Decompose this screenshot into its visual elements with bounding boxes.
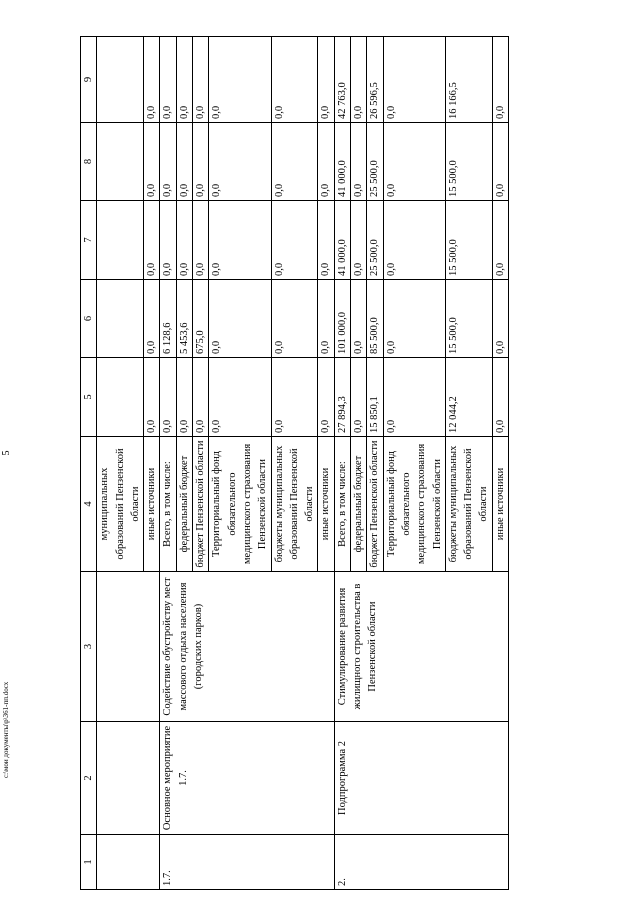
- page-number: 5: [1, 450, 12, 456]
- funding-source-cell: бюджеты муниципальных образований Пензенской области: [271, 437, 318, 572]
- value-cell: [97, 280, 144, 358]
- table-row: [334, 37, 350, 890]
- value-cell: [97, 201, 144, 280]
- value-cell: 0,0: [209, 280, 271, 358]
- row-number-cell: [97, 835, 160, 890]
- value-cell: 27 894,3: [334, 358, 350, 437]
- value-cell: 5 453,6: [176, 280, 192, 358]
- value-cell: 0,0: [351, 123, 367, 201]
- value-cell: 0,0: [193, 123, 209, 201]
- funding-source-cell: иные источники: [492, 437, 508, 572]
- row-title-cell: Стимулирование развития жилищного строительства в Пензенской области: [334, 572, 508, 722]
- row-name-cell: Подпрограмма 2: [334, 722, 508, 835]
- column-header: 6: [81, 280, 97, 358]
- value-cell: 25 500,0: [367, 123, 383, 201]
- column-header: 5: [81, 358, 97, 437]
- value-cell: 0,0: [209, 37, 271, 123]
- value-cell: 16 166,5: [445, 37, 492, 123]
- value-cell: 41 000,0: [334, 201, 350, 280]
- value-cell: 42 763,0: [334, 37, 350, 123]
- value-cell: 0,0: [160, 37, 176, 123]
- table-row: [160, 37, 176, 890]
- value-cell: 12 044,2: [445, 358, 492, 437]
- table-row: [97, 37, 144, 890]
- column-header: 8: [81, 123, 97, 201]
- funding-source-cell: бюджет Пензенской области: [193, 437, 209, 572]
- column-header: 1: [81, 835, 97, 890]
- funding-source-cell: иные источники: [318, 437, 334, 572]
- row-title-cell: [97, 572, 160, 722]
- value-cell: [97, 358, 144, 437]
- value-cell: 0,0: [318, 201, 334, 280]
- value-cell: 0,0: [271, 123, 318, 201]
- value-cell: 15 500,0: [445, 123, 492, 201]
- value-cell: 6 128,6: [160, 280, 176, 358]
- value-cell: 0,0: [383, 123, 445, 201]
- value-cell: 0,0: [144, 201, 160, 280]
- column-header: 3: [81, 572, 97, 722]
- value-cell: 15 850,1: [367, 358, 383, 437]
- budget-table: [80, 36, 509, 890]
- value-cell: 15 500,0: [445, 201, 492, 280]
- row-name-cell: Основное мероприятие 1.7.: [160, 722, 334, 835]
- funding-source-cell: муниципальных образований Пензенской области: [97, 437, 144, 572]
- value-cell: [97, 123, 144, 201]
- value-cell: 0,0: [144, 358, 160, 437]
- value-cell: 0,0: [160, 358, 176, 437]
- value-cell: 0,0: [351, 37, 367, 123]
- value-cell: 0,0: [160, 123, 176, 201]
- value-cell: 0,0: [383, 280, 445, 358]
- value-cell: 0,0: [351, 358, 367, 437]
- funding-source-cell: бюджет Пензенской области: [367, 437, 383, 572]
- value-cell: 0,0: [193, 201, 209, 280]
- value-cell: 0,0: [193, 358, 209, 437]
- value-cell: 675,0: [193, 280, 209, 358]
- row-number-cell: 2.: [334, 835, 508, 890]
- value-cell: 0,0: [176, 37, 192, 123]
- funding-source-cell: Всего, в том числе:: [334, 437, 350, 572]
- row-number-cell: 1.7.: [160, 835, 334, 890]
- funding-source-cell: бюджеты муниципальных образований Пензенской области: [445, 437, 492, 572]
- value-cell: 0,0: [492, 280, 508, 358]
- column-header: 7: [81, 201, 97, 280]
- row-name-cell: [97, 722, 160, 835]
- value-cell: 101 000,0: [334, 280, 350, 358]
- footer-file-path: c:\мои документы\р\361-пп.docx: [2, 681, 10, 778]
- funding-source-cell: иные источники: [144, 437, 160, 572]
- value-cell: 0,0: [492, 123, 508, 201]
- value-cell: 0,0: [351, 201, 367, 280]
- value-cell: 0,0: [144, 123, 160, 201]
- column-header: 4: [81, 437, 97, 572]
- value-cell: 0,0: [383, 201, 445, 280]
- value-cell: 0,0: [144, 37, 160, 123]
- value-cell: 0,0: [209, 358, 271, 437]
- funding-source-cell: Территориальный фонд обязательного медицинского страхования Пензенской области: [383, 437, 445, 572]
- value-cell: 0,0: [271, 37, 318, 123]
- value-cell: 85 500,0: [367, 280, 383, 358]
- value-cell: 0,0: [318, 358, 334, 437]
- funding-source-cell: Территориальный фонд обязательного медицинского страхования Пензенской области: [209, 437, 271, 572]
- value-cell: 0,0: [318, 37, 334, 123]
- value-cell: 25 500,0: [367, 201, 383, 280]
- value-cell: 0,0: [209, 201, 271, 280]
- value-cell: 0,0: [318, 280, 334, 358]
- row-title-cell: Содействие обустройству мест массового отдыха населения (городских парков): [160, 572, 334, 722]
- value-cell: 41 000,0: [334, 123, 350, 201]
- value-cell: 0,0: [271, 358, 318, 437]
- value-cell: 0,0: [271, 280, 318, 358]
- value-cell: 0,0: [176, 201, 192, 280]
- funding-source-cell: федеральный бюджет: [351, 437, 367, 572]
- value-cell: 0,0: [160, 201, 176, 280]
- value-cell: 0,0: [492, 201, 508, 280]
- header-row: [81, 37, 97, 890]
- column-header: 2: [81, 722, 97, 835]
- value-cell: 0,0: [383, 37, 445, 123]
- value-cell: 0,0: [351, 280, 367, 358]
- value-cell: 0,0: [383, 358, 445, 437]
- rotated-page: [80, 37, 587, 890]
- funding-source-cell: федеральный бюджет: [176, 437, 192, 572]
- value-cell: [97, 37, 144, 123]
- column-header: 9: [81, 37, 97, 123]
- value-cell: 0,0: [176, 123, 192, 201]
- value-cell: 0,0: [209, 123, 271, 201]
- value-cell: 26 596,5: [367, 37, 383, 123]
- value-cell: 0,0: [318, 123, 334, 201]
- value-cell: 0,0: [193, 37, 209, 123]
- value-cell: 0,0: [271, 201, 318, 280]
- value-cell: 15 500,0: [445, 280, 492, 358]
- value-cell: 0,0: [492, 358, 508, 437]
- funding-source-cell: Всего, в том числе:: [160, 437, 176, 572]
- value-cell: 0,0: [492, 37, 508, 123]
- value-cell: 0,0: [176, 358, 192, 437]
- value-cell: 0,0: [144, 280, 160, 358]
